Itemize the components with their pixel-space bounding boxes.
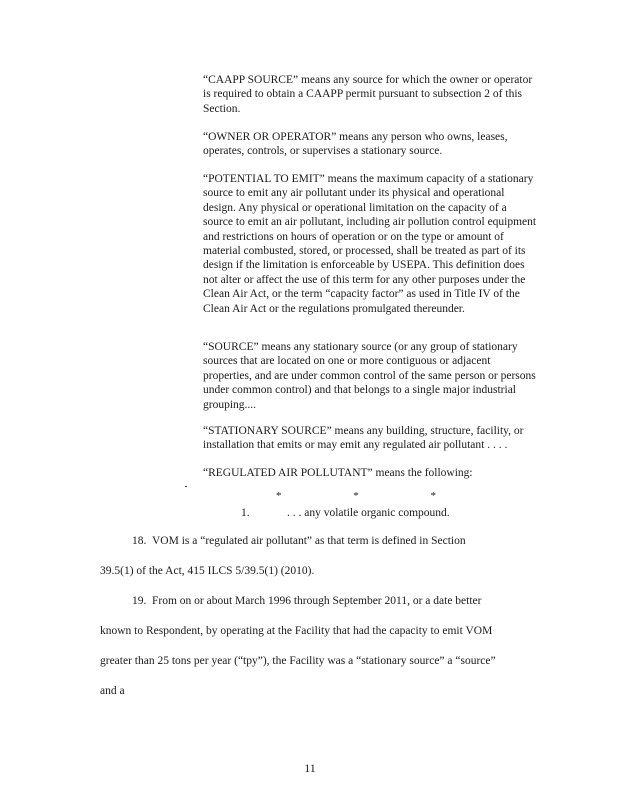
definition-text: “REGULATED AIR POLLUTANT” means the following: xyxy=(203,467,473,479)
paragraph-first-line xyxy=(100,586,550,616)
definition-caapp-source xyxy=(203,73,538,116)
ellipsis-marks xyxy=(276,490,436,502)
definition-regulated-air-pollutant xyxy=(203,466,538,480)
paragraph-18 xyxy=(100,526,550,586)
definition-text: “CAAPP SOURCE” means any source for which the owner or operator is required to obtain a CAAPP permit pursuant to subsection 2 of this Section. xyxy=(203,74,533,115)
list-item-number: 1. xyxy=(241,507,250,519)
list-item xyxy=(241,507,450,519)
paragraph-text: VOM is a “regulated air pollutant” as that term is defined in Section xyxy=(152,535,466,547)
paragraph-text: From on or about March 1996 through September 2011, or a date better xyxy=(152,595,482,607)
paragraph-line: and a xyxy=(100,685,125,697)
paragraph-line: greater than 25 tons per year (“tpy”), the Facility was a “stationary source” a “source” xyxy=(100,655,496,667)
paragraph-first-line xyxy=(100,526,550,556)
list-item-text: . . . any volatile organic compound. xyxy=(287,507,450,519)
definition-text: “POTENTIAL TO EMIT” means the maximum capacity of a stationary source to emit any air pollutant under its physical and operational design. Any physical or operational limitation on the capacity of a source to emit an air pollutant, including air pollution control equipment and restrictions on hours of operation or on the type or amount of material combusted, stored, or processed, shall be treated as part of its design if the limitation is enforceable by USEPA. This definition does not alter or affect the use of this term for any other purposes under the Clean Air Act, or the term “capacity factor” as used in Title IV of the Clean Air Act or the regulations promulgated thereunder. xyxy=(203,173,537,315)
paragraph-number: 19. xyxy=(132,595,147,607)
paragraph-number: 18. xyxy=(132,535,147,547)
definition-text: “OWNER OR OPERATOR” means any person who owns, leases, operates, controls, or supervises a stationary source. xyxy=(203,131,508,158)
definition-potential-to-emit xyxy=(203,172,538,316)
paragraph-19 xyxy=(100,586,550,706)
definition-stationary-source xyxy=(203,424,538,453)
asterisk: * xyxy=(430,490,436,502)
definition-text: “STATIONARY SOURCE” means any building, structure, facility, or installation that emits or may emit any regulated air pollutant . . . . xyxy=(203,425,524,452)
definition-text: “SOURCE” means any stationary source (or any group of stationary sources that are located on one or more contiguous or adjacent properties, and are under common control of the same person or persons under common control) and that belongs to a single major industrial grouping.... xyxy=(203,341,536,411)
definition-owner-operator xyxy=(203,130,538,159)
definition-source xyxy=(203,340,538,412)
stray-mark xyxy=(185,486,187,487)
asterisk: * xyxy=(276,490,282,502)
paragraph-line: known to Respondent, by operating at the Facility that had the capacity to emit VOM xyxy=(100,625,493,637)
asterisk: * xyxy=(353,490,359,502)
page-number: 11 xyxy=(304,761,316,775)
paragraph-line: 39.5(1) of the Act, 415 ILCS 5/39.5(1) (2010). xyxy=(100,565,315,577)
